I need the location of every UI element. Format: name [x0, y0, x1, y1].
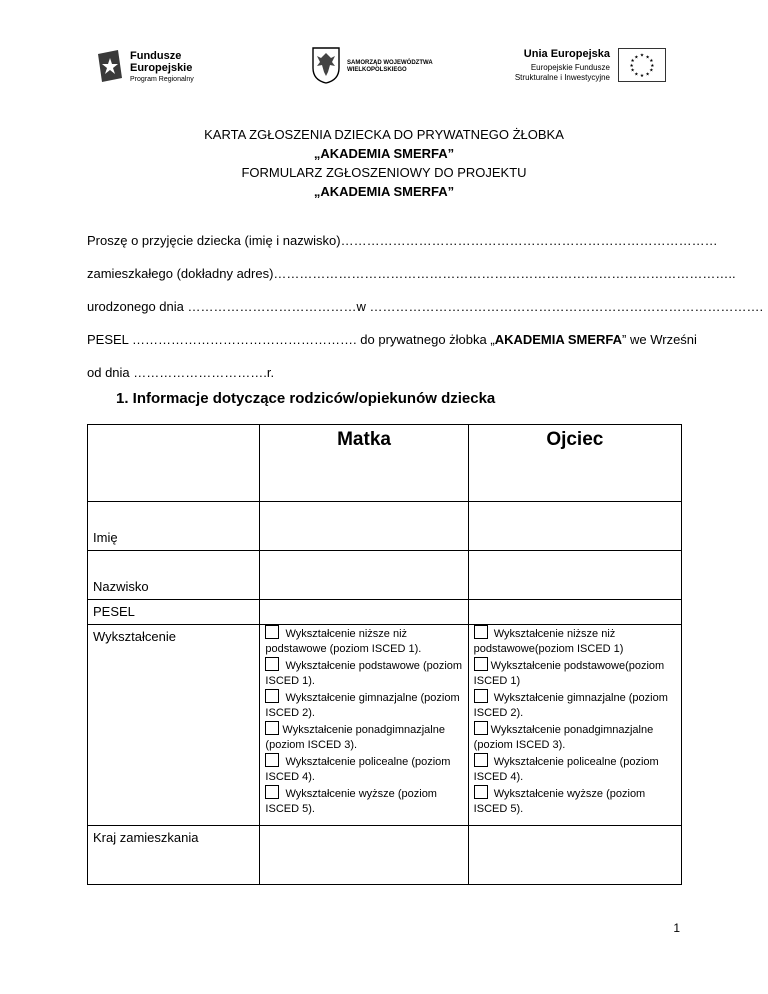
svg-text:★: ★: [645, 55, 650, 61]
option-label: Wykształcenie wyższe (poziom ISCED 5).: [265, 788, 437, 815]
option-label: Wykształcenie ponadgimnazjalne (poziom ISCED 3).: [473, 724, 654, 751]
checkbox[interactable]: [474, 689, 488, 703]
ue-line2: Europejskie Fundusze: [530, 63, 610, 72]
option-label: Wykształcenie policealne (poziom ISCED 4).: [473, 756, 659, 783]
svg-text:★: ★: [650, 63, 655, 69]
eagle-crest-icon: [311, 46, 341, 84]
svg-text:★: ★: [639, 74, 645, 80]
start-date-line: od dnia ………………………….r.: [87, 365, 275, 380]
fundusze-europejskie-logo: [96, 46, 206, 88]
matka-pesel-field[interactable]: [260, 600, 468, 625]
checkbox[interactable]: [474, 785, 488, 799]
ojciec-kraj-field[interactable]: [468, 826, 681, 885]
checkbox[interactable]: [474, 753, 488, 767]
samorzad-line2: WIELKOPOLSKIEGO: [347, 67, 407, 73]
option-label: Wykształcenie gimnazjalne (poziom ISCED 2).: [265, 692, 460, 719]
svg-text:★: ★: [629, 63, 634, 69]
row-label-wyksztalcenie: Wykształcenie: [93, 629, 176, 644]
matka-imie-field[interactable]: [260, 502, 468, 551]
pesel-line-pre: PESEL ……………………………………………. do prywatnego żłobka „: [87, 332, 495, 347]
svg-text:★: ★: [645, 72, 650, 78]
form-title-line2: „AKADEMIA SMERFA”: [313, 146, 455, 161]
row-label-imie: Imię: [93, 530, 118, 545]
ojciec-pesel-field[interactable]: [468, 600, 681, 625]
svg-text:★: ★: [634, 72, 639, 78]
pesel-line: [87, 332, 697, 348]
row-label-nazwisko: Nazwisko: [93, 579, 149, 594]
option-label: Wykształcenie niższe niż podstawowe(poziom ISCED 1): [473, 628, 624, 655]
checkbox[interactable]: [474, 657, 488, 671]
eu-flag-icon: [618, 48, 666, 82]
ue-line3: Strukturalne i Inwestycyjne: [514, 73, 610, 82]
option-label: Wykształcenie policealne (poziom ISCED 4).: [265, 756, 451, 783]
checkbox[interactable]: [265, 625, 279, 639]
checkbox[interactable]: [265, 753, 279, 767]
col-matka: Matka: [260, 425, 468, 502]
form-title-line3: FORMULARZ ZGŁOSZENIOWY DO PROJEKTU: [241, 165, 527, 180]
unia-europejska-logo: [496, 46, 666, 88]
svg-text:★: ★: [630, 68, 635, 74]
option-label: Wykształcenie gimnazjalne (poziom ISCED 2).: [473, 692, 668, 719]
matka-nazwisko-field[interactable]: [260, 551, 468, 600]
option-label: Wykształcenie podstawowe(poziom ISCED 1): [473, 660, 665, 687]
address-line: zamieszkałego (dokładny adres)……………………………………………………………………………………………..: [87, 266, 736, 281]
child-name-line: Proszę o przyjęcie dziecka (imię i nazwisko)……………………………………………………………………………: [87, 233, 718, 248]
checkbox[interactable]: [265, 657, 279, 671]
form-title-line4: „AKADEMIA SMERFA”: [313, 184, 455, 199]
page-number: 1: [673, 921, 680, 935]
section-title: 1. Informacje dotyczące rodziców/opiekunów dziecka: [116, 390, 496, 407]
ue-line1: Unia Europejska: [523, 48, 610, 60]
form-title-line1: KARTA ZGŁOSZENIA DZIECKA DO PRYWATNEGO ŻŁOBKA: [204, 127, 564, 142]
parents-table: [87, 424, 682, 885]
samorzad-logo: [311, 46, 451, 86]
pesel-line-bold: AKADEMIA SMERFA: [494, 332, 623, 347]
samorzad-line1: SAMORZĄD WOJEWÓDZTWA: [347, 60, 433, 66]
option-label: Wykształcenie ponadgimnazjalne (poziom ISCED 3).: [265, 724, 445, 751]
fundusze-star-icon: [96, 48, 126, 84]
ojciec-imie-field[interactable]: [468, 502, 681, 551]
col-ojciec: Ojciec: [468, 425, 681, 502]
option-label: Wykształcenie wyższe (poziom ISCED 5).: [473, 788, 646, 815]
birth-line: urodzonego dnia …………………………………w ……………………………………………………………………………….: [87, 299, 764, 314]
svg-text:★: ★: [630, 59, 635, 65]
checkbox[interactable]: [265, 785, 279, 799]
row-label-kraj: Kraj zamieszkania: [93, 830, 199, 845]
option-label: Wykształcenie podstawowe (poziom ISCED 1).: [265, 660, 463, 687]
fundusze-line2: Europejskie: [130, 62, 193, 74]
pesel-line-post: ” we Wrześni: [622, 332, 697, 347]
svg-text:★: ★: [634, 55, 639, 61]
checkbox[interactable]: [265, 689, 279, 703]
matka-education-options: [260, 625, 467, 817]
checkbox[interactable]: [474, 721, 488, 735]
row-label-pesel: PESEL: [93, 604, 135, 619]
svg-text:★: ★: [649, 59, 654, 65]
option-label: Wykształcenie niższe niż podstawowe (poziom ISCED 1).: [265, 628, 422, 655]
svg-text:★: ★: [649, 68, 654, 74]
svg-text:★: ★: [639, 53, 645, 59]
matka-kraj-field[interactable]: [260, 826, 468, 885]
ojciec-education-options: [469, 625, 681, 817]
fundusze-line1: Fundusze: [130, 50, 182, 62]
checkbox[interactable]: [474, 625, 488, 639]
ojciec-nazwisko-field[interactable]: [468, 551, 681, 600]
fundusze-line3: Program Regionalny: [130, 76, 194, 83]
checkbox[interactable]: [265, 721, 279, 735]
header-empty-cell: [88, 425, 260, 502]
